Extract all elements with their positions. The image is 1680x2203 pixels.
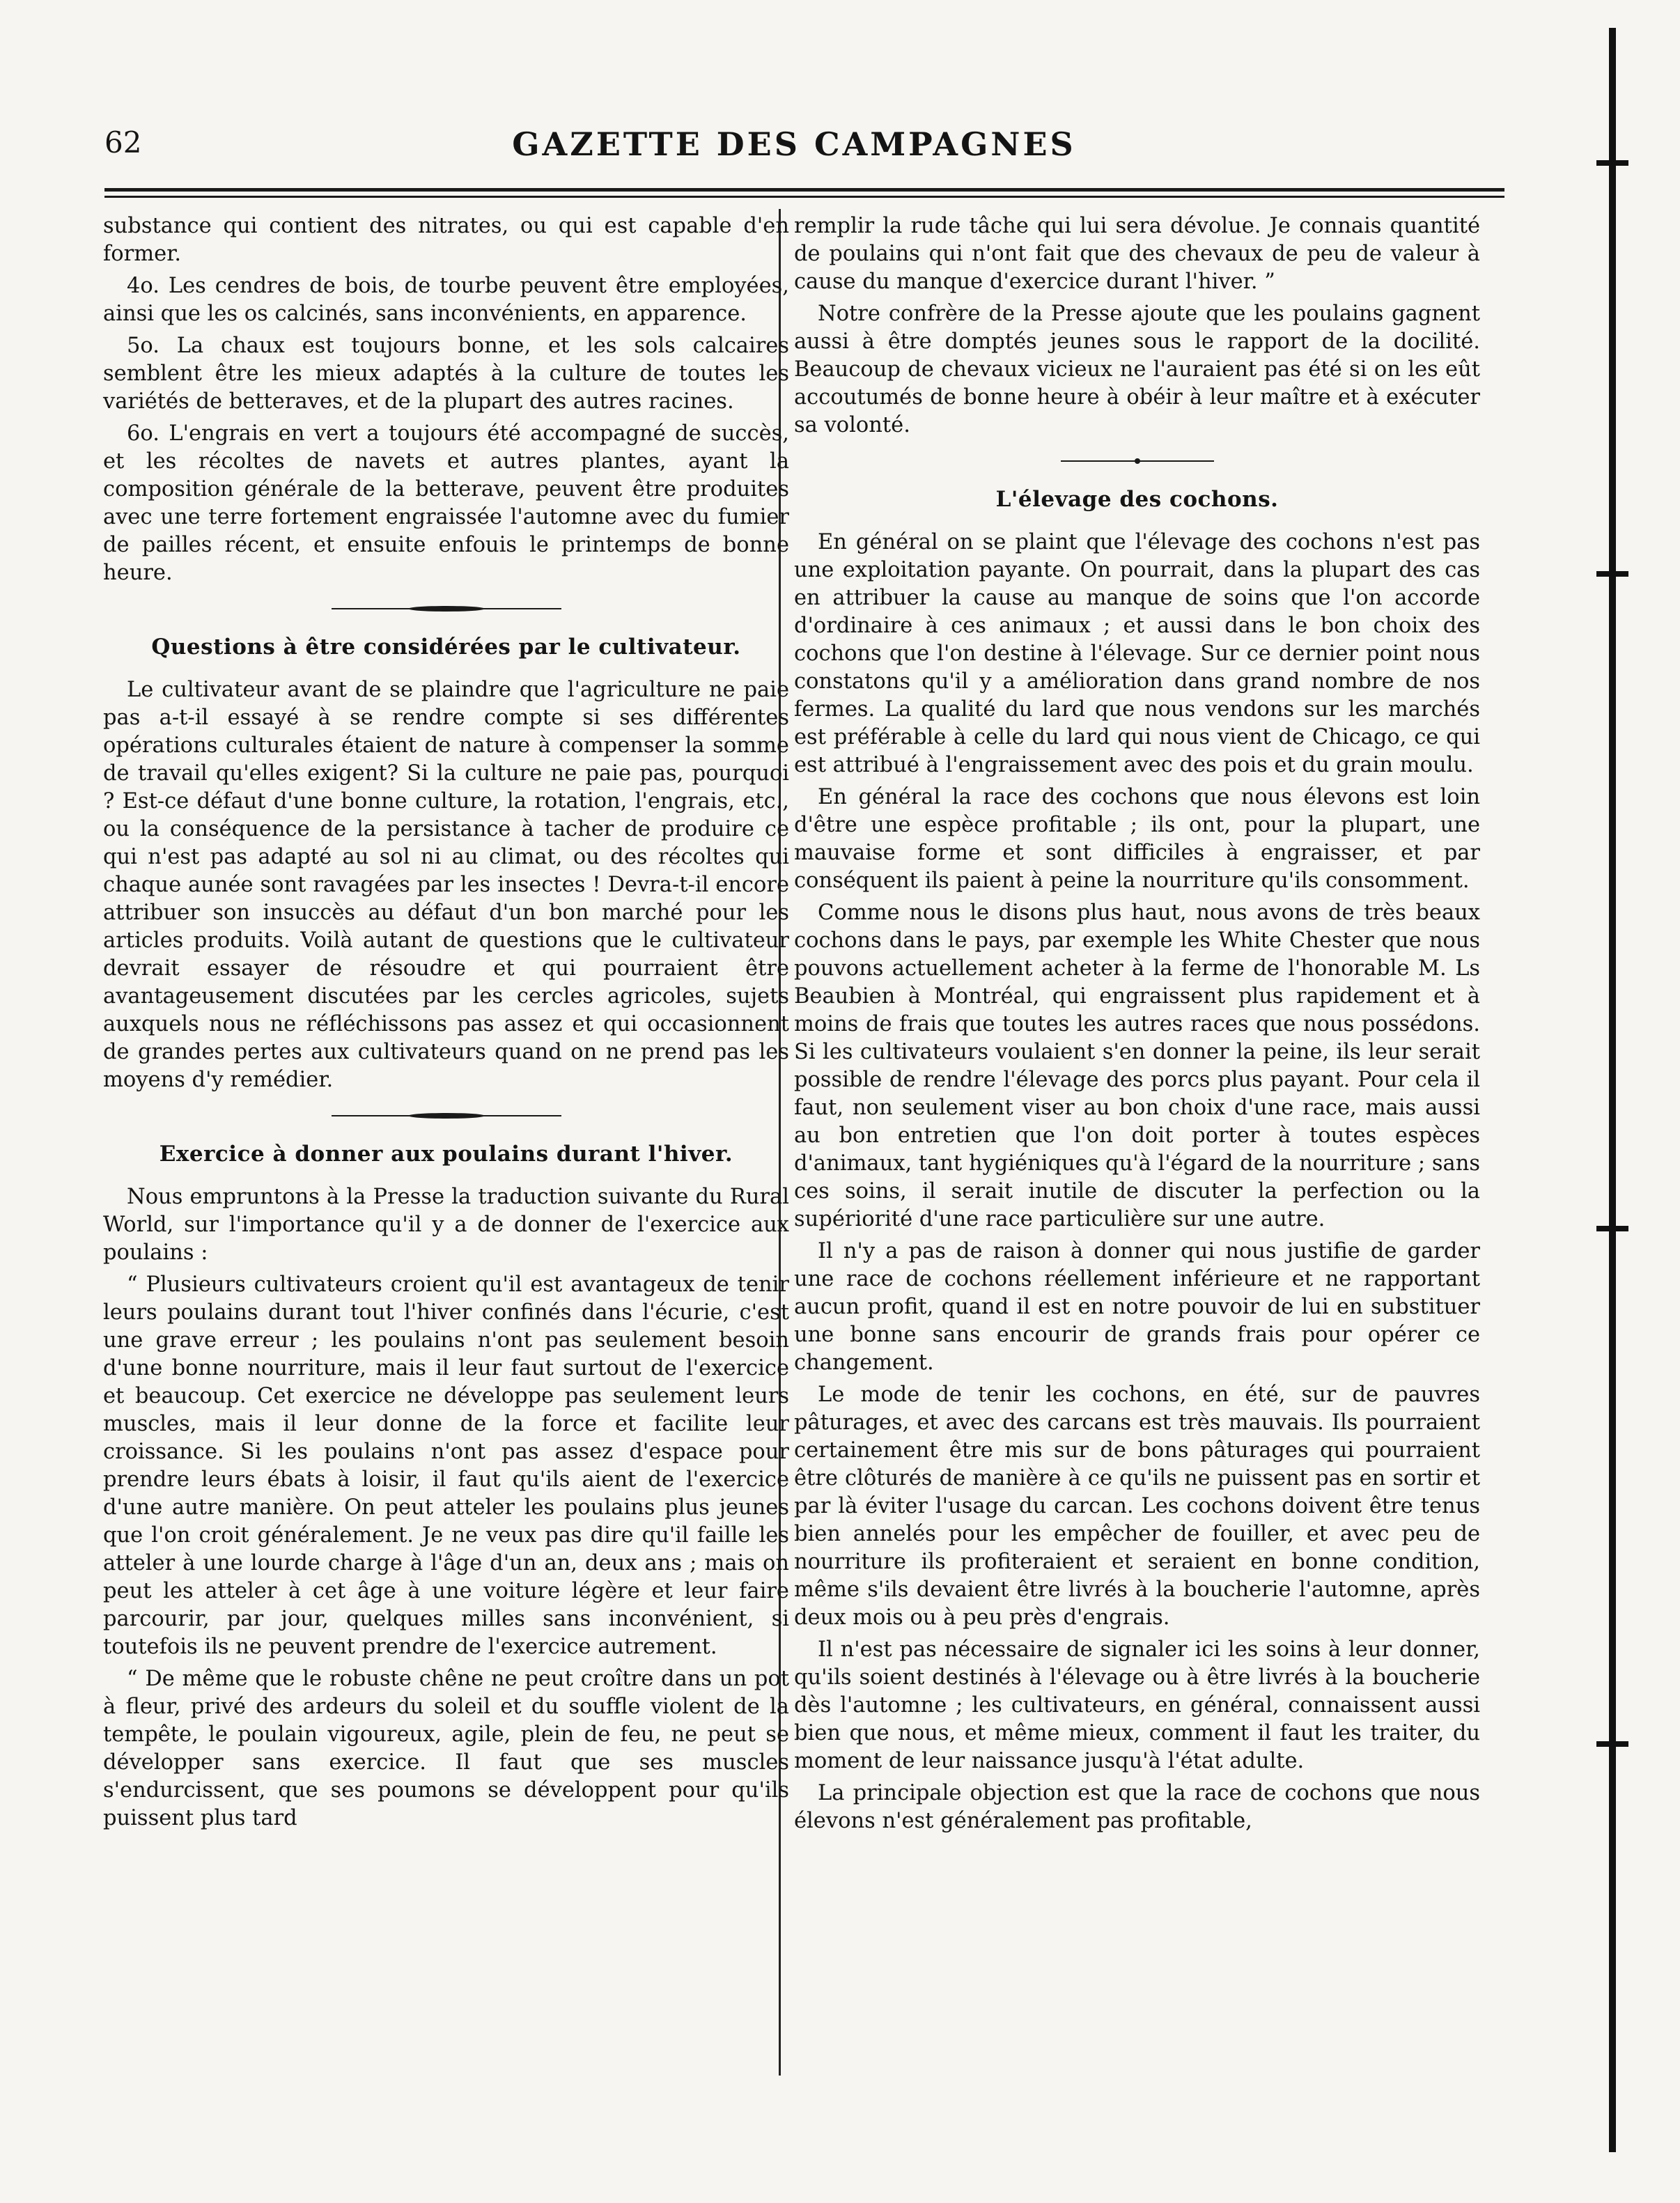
binding-tick <box>1596 160 1628 166</box>
paragraph: Nous empruntons à la Presse la traduction suivante du Rural World, sur l'importance qu'il y a de donner de l'exercice aux poulains : <box>103 1185 789 1265</box>
binding-tick <box>1596 1226 1628 1231</box>
section-heading-cochons: L'élevage des cochons. <box>995 487 1279 512</box>
page-title: GAZETTE DES CAMPAGNES <box>512 125 1076 163</box>
section-heading-questions: Questions à être considérées par le cultivateur. <box>151 635 741 660</box>
binding-tick <box>1596 571 1628 577</box>
paragraph: En général la race des cochons que nous élevons est loin d'être une espèce profitable ; ils ont, pour la plupart, une mauvaise forme et sont difficiles à engraisser, et par conséquent ils paient à peine la nourriture qu'ils consomment. <box>794 785 1480 893</box>
binding-tick <box>1596 1741 1628 1747</box>
paragraph: remplir la rude tâche qui lui sera dévolue. Je connais quantité de poulains qui n'ont fait que des chevaux de peu de valeur à cause du manque d'exercice durant l'hiver. ” <box>794 214 1480 294</box>
paragraph: Il n'est pas nécessaire de signaler ici les soins à leur donner, qu'ils soient destinés à l'élevage ou à être livrés à la boucherie dès l'automne ; les cultivateurs, en général, connaissent aussi bien que nous, et même mieux, comment il faut les traiter, du moment de leur naissance jusqu'à l'état adulte. <box>794 1637 1480 1773</box>
paragraph: “ De même que le robuste chêne ne peut croître dans un pot à fleur, privé des ardeurs du soleil et du souffle violent de la tempête, le poulain vigoureux, agile, plein de feu, ne peut se développer sans exercice. Il faut que ses muscles s'endurcissent, que ses poumons se développent pour qu'ils puissent plus tard <box>103 1667 789 1830</box>
paragraph: La principale objection est que la race de cochons que nous élevons n'est généralement pas profitable, <box>794 1781 1480 1833</box>
section-ornament <box>332 1112 561 1119</box>
paragraph: 6o. L'engrais en vert a toujours été accompagné de succès, et les récoltes de navets et autres plantes, ayant la composition générale de la betterave, peuvent être produites avec une terre fortement engraissée l'automne avec du fumier de pailles récent, et ensuite enfouis le printemps de bonne heure. <box>103 421 789 585</box>
page-header <box>104 111 1484 167</box>
paragraph: Le cultivateur avant de se plaindre que l'agriculture ne paie pas a-t-il essayé à se rendre compte si ses différentes opérations culturales étaient de nature à compenser la somme de travail qu'elles exigent? Si la culture ne paie pas, pourquoi ? Est-ce défaut d'une bonne culture, la rotation, l'engrais, etc., ou la conséquence de la persistance à tacher de produire ce qui n'est pas adapté au sol ni au climat, ou des récoltes qui chaque aunée sont ravagées par les insectes ! Devra-t-il encore attribuer son insuccès au défaut d'un bon marché pour les articles produits. Voilà autant de questions que le cultivateur devrait essayer de résoudre et qui pourraient être avantageusement discutées par les cercles agricoles, sujets auxquels nous ne réfléchissons pas assez et qui occasionnent de grandes pertes aux cultivateurs quand on ne prend pas les moyens d'y remédier. <box>103 678 789 1092</box>
page-number: 62 <box>104 125 142 159</box>
paragraph: Comme nous le disons plus haut, nous avons de très beaux cochons dans le pays, par exemple les White Chester que nous pouvons actuellement acheter à la ferme de l'honorable M. Ls Beaubien à Montréal, qui engraissent plus rapidement et à moins de frais que toutes les autres races que nous possédons. Si les cultivateurs voulaient s'en donner la peine, ils leur serait possible de rendre l'élevage des porcs plus payant. Pour cela il faut, non seulement viser au bon choix d'une race, mais aussi au bon entretien que l'on doit porter à toutes espèces d'animaux, tant hygiéniques qu'à l'égard de la nourriture ; sans ces soins, il serait inutile de discuter la perfection ou la supériorité d'une race particulière sur une autre. <box>794 901 1480 1231</box>
section-heading-exercice: Exercice à donner aux poulains durant l'hiver. <box>159 1142 733 1167</box>
binding-edge-bar <box>1609 28 1616 2152</box>
paragraph: substance qui contient des nitrates, ou qui est capable d'en former. <box>103 214 789 266</box>
header-rule-thick <box>104 188 1504 192</box>
paragraph: En général on se plaint que l'élevage des cochons n'est pas une exploitation payante. On pourrait, dans la plupart des cas en attribuer la cause au manque de soins que l'on accorde d'ordinaire à ces animaux ; et aussi dans le bon choix des cochons que l'on destine à l'élevage. Sur ce dernier point nous constatons qu'il y a amélioration dans grand nombre de nos fermes. La qualité du lard que nous vendons sur les marchés est préférable à celle du lard qui nous vient de Chicago, ce qui est attribué à l'engraissement avec des pois et du grain moulu. <box>794 530 1480 777</box>
section-ornament <box>1061 458 1214 465</box>
paragraph: 5o. La chaux est toujours bonne, et les sols calcaires semblent être les mieux adaptés à la culture de toutes les variétés de betteraves, et de la plupart des autres racines. <box>103 334 789 414</box>
paragraph: “ Plusieurs cultivateurs croient qu'il est avantageux de tenir leurs poulains durant tout l'hiver confinés dans l'écurie, c'est une grave erreur ; les poulains n'ont pas seulement besoin d'une bonne nourriture, mais il leur faut surtout de l'exercice et beaucoup. Cet exercice ne développe pas seulement leurs muscles, mais il leur donne de la force et facilite leur croissance. Si les poulains n'ont pas assez d'espace pour prendre leurs ébats à loisir, il faut qu'ils aient de l'exercice d'une autre manière. On peut atteler les poulains plus jeunes que l'on croit généralement. Je ne veux pas dire qu'il faille les atteler à une lourde charge à l'âge d'un an, deux ans ; mais on peut les atteler à cet âge à une voiture légère et leur faire parcourir, par jour, quelques milles sans inconvénient, si toutefois ils ne peuvent prendre de l'exercice autrement. <box>103 1272 789 1659</box>
header-rule-thin <box>104 196 1504 198</box>
right-column <box>794 212 1480 1839</box>
section-ornament <box>332 605 561 612</box>
paragraph: Le mode de tenir les cochons, en été, sur de pauvres pâturages, et avec des carcans est très mauvais. Ils pourraient certainement être mis sur de bons pâturages qui pourraient être clôturés de manière à ce qu'ils ne puissent pas en sortir et par là éviter l'usage du carcan. Les cochons doivent être tenus bien annelés pour les empêcher de fouiller, et avec peu de nourriture ils profiteraient et seraient en bonne condition, même s'ils devaient être livrés à la boucherie l'automne, après deux mois ou à peu près d'engrais. <box>794 1383 1480 1630</box>
paragraph: 4o. Les cendres de bois, de tourbe peuvent être employées, ainsi que les os calcinés, sans inconvénients, en apparence. <box>103 274 789 326</box>
paragraph: Il n'y a pas de raison à donner qui nous justifie de garder une race de cochons réellement inférieure et ne rapportant aucun profit, quand il est en notre pouvoir de lui en substituer une bonne sans encourir de grands frais pour opérer ce changement. <box>794 1239 1480 1375</box>
paragraph: Notre confrère de la Presse ajoute que les poulains gagnent aussi à être domptés jeunes sous le rapport de la docilité. Beaucoup de chevaux vicieux ne l'auraient pas été si on les eût accoutumés de bonne heure à obéir à leur maître et à exécuter sa volonté. <box>794 302 1480 437</box>
left-column <box>103 212 789 1837</box>
